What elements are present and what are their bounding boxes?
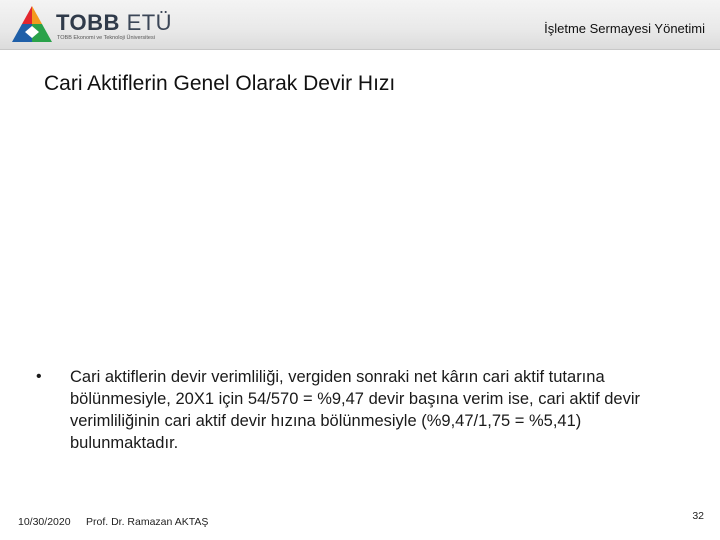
bullet-dot-icon: • bbox=[36, 368, 42, 385]
slide-title: Cari Aktiflerin Genel Olarak Devir Hızı bbox=[44, 72, 396, 95]
logo-wordmark bbox=[56, 10, 172, 36]
footer-date: 10/30/2020 bbox=[18, 516, 71, 528]
tobb-etu-logo-mark-icon bbox=[10, 4, 54, 46]
bullet-text: Cari aktiflerin devir verimliliği, vergiden sonraki net kârın cari aktif tutarına bölünmesiyle, 20X1 için 54/570 = %9,47 devir başına verim ise, cari aktif devir verimliliğinin cari aktif devir hızına bölünmesiyle (%9,47/1,75 = %5,41) bulunmaktadır. bbox=[70, 368, 640, 452]
slide-header bbox=[0, 0, 720, 50]
logo-tagline: TOBB Ekonomi ve Teknoloji Üniversitesi bbox=[57, 35, 155, 41]
bullet-list-item bbox=[36, 366, 676, 454]
logo-name-light: ETÜ bbox=[126, 10, 173, 35]
footer-author: Prof. Dr. Ramazan AKTAŞ bbox=[86, 516, 209, 528]
course-title: İşletme Sermayesi Yönetimi bbox=[544, 21, 705, 36]
tobb-etu-logo bbox=[10, 4, 210, 46]
logo-name: TOBB bbox=[56, 10, 120, 35]
page-number: 32 bbox=[692, 510, 704, 522]
